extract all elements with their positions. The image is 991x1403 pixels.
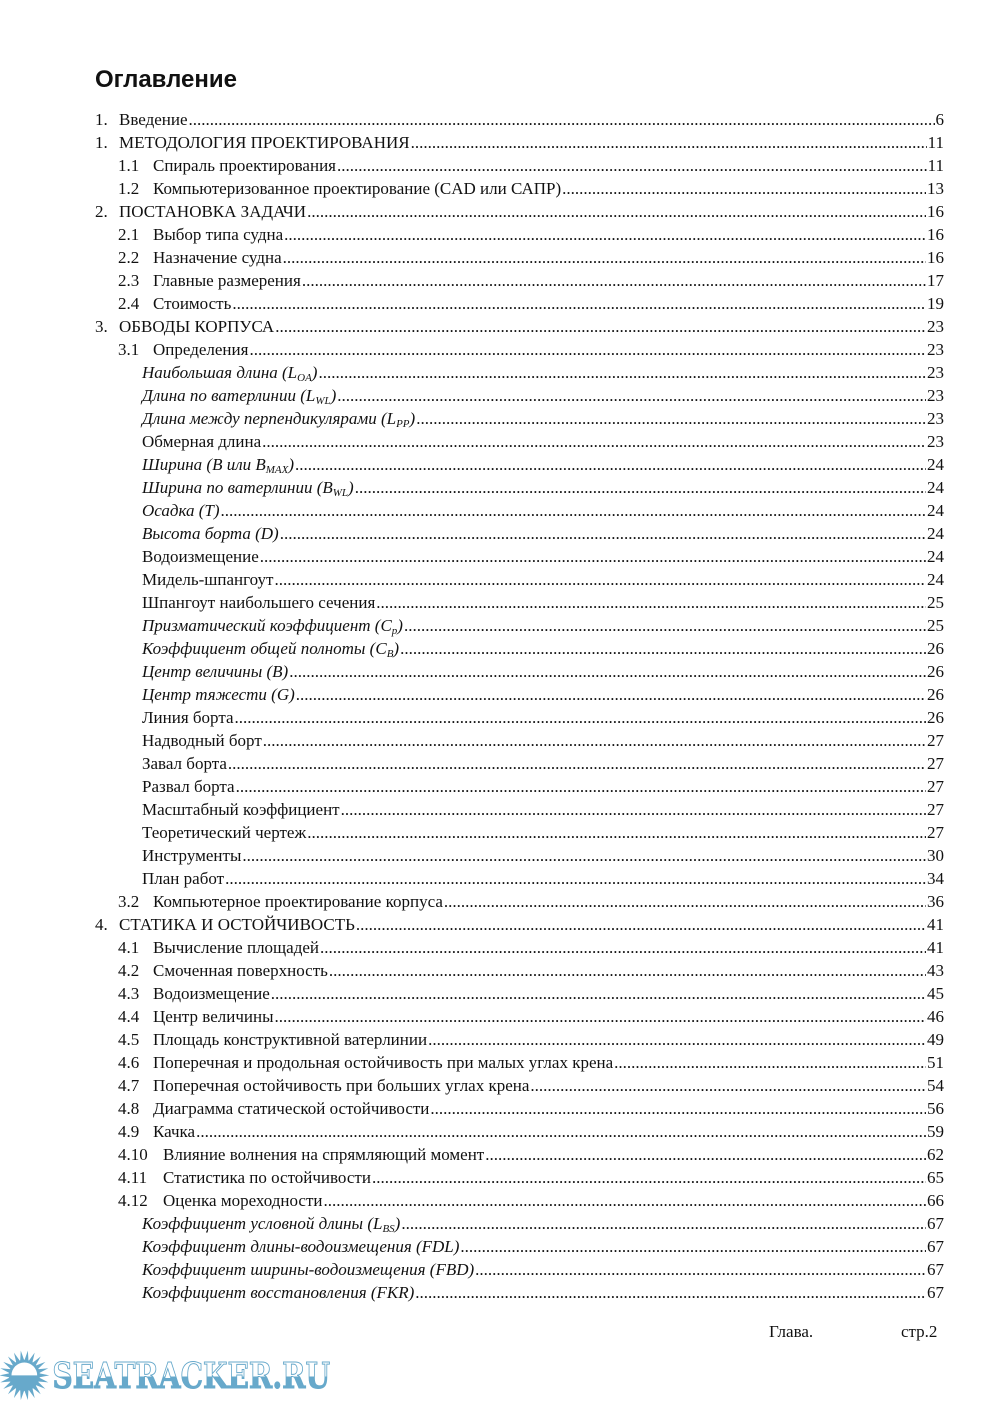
toc-entry-page: 13	[927, 179, 944, 198]
toc-entry-title: Шпангоут наибольшего сечения	[142, 593, 376, 612]
toc-entry-page: 27	[927, 777, 944, 796]
toc-entry-page: 36	[927, 892, 944, 911]
dot-leader	[263, 729, 926, 752]
toc-entry-title: ОБВОДЫ КОРПУСА	[119, 317, 275, 336]
toc-entry-page: 45	[927, 984, 944, 1003]
dot-leader	[271, 982, 926, 1005]
toc-entry[interactable]	[95, 1028, 944, 1051]
toc-entry-title: Ширина (B или $B_{MAX}$)	[142, 455, 295, 476]
dot-leader	[274, 568, 926, 591]
toc-entry-title: Введение	[119, 110, 188, 129]
toc-entry[interactable]	[95, 384, 944, 407]
toc-entry[interactable]	[95, 1005, 944, 1028]
toc-entry[interactable]	[95, 752, 944, 775]
toc-entry[interactable]	[95, 499, 944, 522]
toc-entry-title: МЕТОДОЛОГИЯ ПРОЕКТИРОВАНИЯ	[119, 133, 410, 152]
toc-entry-page: 34	[927, 869, 944, 888]
toc-entry-page: 25	[927, 616, 944, 635]
toc-entry-title: Центр тяжести (G)	[142, 685, 295, 704]
dot-leader	[416, 407, 926, 430]
toc-entry-page: 6	[935, 110, 944, 129]
toc-entry-title: Водоизмещение	[153, 984, 270, 1003]
toc-entry-page: 54	[927, 1076, 944, 1095]
toc-entry-number: 4.9	[118, 1122, 140, 1141]
toc-entry-page: 27	[927, 731, 944, 750]
toc-entry[interactable]	[95, 453, 944, 476]
toc-entry-title: Коэффициент ширины-водоизмещения (FBD)	[142, 1260, 475, 1279]
toc-entry-number: 4.12	[118, 1191, 148, 1210]
dot-leader	[262, 430, 926, 453]
toc-entry[interactable]	[95, 1074, 944, 1097]
toc-entry[interactable]	[95, 775, 944, 798]
toc-entry-title: Наибольшая длина $(L_{OA})$	[142, 363, 318, 384]
toc-entry[interactable]	[95, 890, 944, 913]
dot-leader	[430, 1097, 926, 1120]
toc-entry-page: 67	[927, 1237, 944, 1256]
toc-entry-title: План работ	[142, 869, 225, 888]
toc-entry[interactable]	[95, 614, 944, 637]
toc-entry-title: Диаграмма статической остойчивости	[153, 1099, 430, 1118]
dot-leader	[275, 1005, 926, 1028]
toc-entry[interactable]	[95, 200, 944, 223]
dot-leader	[189, 108, 935, 131]
toc-entry-number: 4.1	[118, 938, 140, 957]
watermark-logo	[0, 1350, 991, 1400]
toc-entry-number: 4.11	[118, 1168, 148, 1187]
dot-leader	[355, 476, 926, 499]
toc-entry[interactable]	[95, 936, 944, 959]
dot-leader	[236, 775, 926, 798]
toc-entry-page: 23	[927, 432, 944, 451]
dot-leader	[235, 706, 927, 729]
toc-entry-page: 24	[927, 524, 944, 543]
dot-leader	[444, 890, 926, 913]
toc-entry-title: Высота борта (D)	[142, 524, 279, 543]
toc-entry-page: 56	[927, 1099, 944, 1118]
toc-entry-page: 67	[927, 1214, 944, 1233]
toc-entry-page: 11	[927, 156, 944, 175]
toc-entry-title: Коэффициент длины-водоизмещения (FDL)	[142, 1237, 460, 1256]
toc-entry-title: Линия борта	[142, 708, 234, 727]
dot-leader	[356, 913, 926, 936]
dot-leader	[249, 338, 926, 361]
dot-leader	[320, 936, 926, 959]
dot-leader	[307, 200, 926, 223]
page-title: Оглавление	[95, 66, 237, 93]
toc-entry[interactable]	[95, 568, 944, 591]
dot-leader	[475, 1258, 926, 1281]
toc-entry-number: 4.7	[118, 1076, 140, 1095]
toc-entry-number: 2.1	[118, 225, 140, 244]
toc-entry-number: 4.6	[118, 1053, 140, 1072]
toc-entry-page: 24	[927, 455, 944, 474]
dot-leader	[372, 1166, 926, 1189]
dot-leader	[260, 545, 926, 568]
toc-entry[interactable]	[95, 1235, 944, 1258]
dot-leader	[401, 1212, 926, 1235]
toc-entry[interactable]	[95, 1051, 944, 1074]
toc-entry[interactable]	[95, 223, 944, 246]
toc-entry[interactable]	[95, 821, 944, 844]
footer-page-number: стр.2	[901, 1322, 938, 1341]
watermark-text: SEATRACKER.RU	[52, 1355, 331, 1397]
toc-entry-number: 1.1	[118, 156, 140, 175]
toc-entry-page: 17	[927, 271, 944, 290]
toc-entry[interactable]	[95, 683, 944, 706]
dot-leader	[283, 246, 926, 269]
toc-entry-page: 43	[927, 961, 944, 980]
toc-entry-page: 62	[927, 1145, 944, 1164]
toc-entry-title: Компьютерное проектирование корпуса	[153, 892, 443, 911]
toc-entry-page: 16	[927, 248, 944, 267]
toc-entry-title: Главные размерения	[153, 271, 301, 290]
toc-entry-title: Компьютеризованное проектирование (CAD или САПР)	[153, 179, 562, 198]
toc-entry-title: Площадь конструктивной ватерлинии	[153, 1030, 428, 1049]
toc-entry-page: 23	[927, 363, 944, 382]
toc-entry[interactable]	[95, 269, 944, 292]
toc-entry-title: Оценка мореходности	[163, 1191, 323, 1210]
toc-entry-page: 23	[927, 317, 944, 336]
toc-entry-page: 24	[927, 478, 944, 497]
toc-entry-title: Коэффициент общей полноты $(C_B)$	[142, 639, 400, 660]
dot-leader	[411, 131, 927, 154]
toc-entry-title: Центр величины	[153, 1007, 274, 1026]
dot-leader	[275, 315, 926, 338]
toc-entry-page: 16	[927, 202, 944, 221]
toc-entry-page: 30	[927, 846, 944, 865]
toc-entry[interactable]	[95, 108, 944, 131]
toc-entry[interactable]	[95, 1281, 944, 1304]
toc-entry-title: Стоимость	[153, 294, 232, 313]
toc-entry-page: 24	[927, 501, 944, 520]
toc-entry[interactable]	[95, 1120, 944, 1143]
toc-entry[interactable]	[95, 1143, 944, 1166]
toc-entry-number: 4.3	[118, 984, 140, 1003]
dot-leader	[428, 1028, 926, 1051]
toc-entry[interactable]	[95, 1166, 944, 1189]
toc-entry-number: 2.4	[118, 294, 140, 313]
toc-entry-number: 1.	[95, 110, 108, 129]
toc-entry[interactable]	[95, 660, 944, 683]
toc-entry-page: 67	[927, 1283, 944, 1302]
dot-leader	[614, 1051, 926, 1074]
dot-leader	[530, 1074, 926, 1097]
toc-entry-page: 51	[927, 1053, 944, 1072]
toc-entry[interactable]	[95, 246, 944, 269]
toc-entry-page: 19	[927, 294, 944, 313]
toc-entry[interactable]	[95, 522, 944, 545]
toc-entry-page: 59	[927, 1122, 944, 1141]
toc-entry-title: Центр величины (B)	[142, 662, 289, 681]
toc-entry-page: 11	[927, 133, 944, 152]
toc-entry-title: Влияние волнения на спрямляющий момент	[163, 1145, 485, 1164]
toc-entry-page: 26	[927, 685, 944, 704]
toc-entry-page: 67	[927, 1260, 944, 1279]
toc-entry-title: Надводный борт	[142, 731, 262, 750]
toc-entry-title: Завал борта	[142, 754, 227, 773]
toc-entry-title: Качка	[153, 1122, 196, 1141]
toc-entry-title: Осадка (T)	[142, 501, 220, 520]
sun-icon	[0, 1351, 49, 1400]
toc-entry-page: 41	[927, 915, 944, 934]
toc-entry-page: 49	[927, 1030, 944, 1049]
toc-entry-title: Поперечная и продольная остойчивость при малых углах крена	[153, 1053, 614, 1072]
toc-entry[interactable]	[95, 982, 944, 1005]
toc-entry-page: 41	[927, 938, 944, 957]
toc-entry-page: 26	[927, 708, 944, 727]
dot-leader	[485, 1143, 926, 1166]
toc-entry-title: ПОСТАНОВКА ЗАДАЧИ	[119, 202, 307, 221]
toc-entry[interactable]	[95, 430, 944, 453]
toc-entry[interactable]	[95, 844, 944, 867]
dot-leader	[221, 499, 926, 522]
toc-entry[interactable]	[95, 292, 944, 315]
table-of-contents	[95, 108, 944, 1304]
toc-entry-title: Поперечная остойчивость при больших углах крена	[153, 1076, 530, 1095]
toc-entry[interactable]	[95, 545, 944, 568]
toc-entry-title: Масштабный коэффициент	[142, 800, 340, 819]
toc-entry-page: 23	[927, 340, 944, 359]
toc-entry-title: Смоченная поверхность	[153, 961, 328, 980]
toc-entry[interactable]	[95, 867, 944, 890]
toc-entry-number: 4.5	[118, 1030, 140, 1049]
toc-entry-page: 25	[927, 593, 944, 612]
toc-entry[interactable]	[95, 1097, 944, 1120]
toc-entry-title: Длина по ватерлинии $(L_{WL})$	[142, 386, 337, 407]
toc-entry-title: Ширина по ватерлинии $(B_{WL})$	[142, 478, 354, 499]
toc-entry-title: Призматический коэффициент $(C_p)$	[142, 616, 403, 637]
toc-entry[interactable]	[95, 637, 944, 660]
toc-entry-title: Определения	[153, 340, 249, 359]
toc-entry-title: Мидель-шпангоут	[142, 570, 274, 589]
dot-leader	[376, 591, 926, 614]
toc-entry-number: 4.4	[118, 1007, 140, 1026]
dot-leader	[196, 1120, 926, 1143]
toc-entry[interactable]	[95, 407, 944, 430]
toc-entry-page: 26	[927, 662, 944, 681]
toc-entry-page: 24	[927, 547, 944, 566]
dot-leader	[302, 269, 926, 292]
toc-entry-page: 23	[927, 386, 944, 405]
toc-entry-title: Спираль проектирования	[153, 156, 336, 175]
dot-leader	[337, 154, 927, 177]
toc-entry-title: Длина между перпендикулярами $(L_{PP})$	[142, 409, 416, 430]
footer-chapter: Глава.	[769, 1322, 814, 1341]
dot-leader	[232, 292, 926, 315]
toc-entry-number: 3.	[95, 317, 108, 336]
toc-entry-title: Статистика по остойчивости	[163, 1168, 371, 1187]
toc-entry-title: Развал борта	[142, 777, 235, 796]
toc-entry-number: 4.10	[118, 1145, 148, 1164]
dot-leader	[415, 1281, 926, 1304]
toc-entry-page: 46	[927, 1007, 944, 1026]
toc-entry-page: 27	[927, 800, 944, 819]
toc-entry-title: Коэффициент восстановления (FKR)	[142, 1283, 415, 1302]
toc-entry[interactable]	[95, 729, 944, 752]
dot-leader	[307, 821, 926, 844]
dot-leader	[318, 361, 926, 384]
toc-entry-number: 3.1	[118, 340, 140, 359]
toc-entry-page: 16	[927, 225, 944, 244]
toc-entry-page: 24	[927, 570, 944, 589]
toc-entry-title: Инструменты	[142, 846, 242, 865]
toc-entry-number: 1.	[95, 133, 108, 152]
toc-entry-page: 27	[927, 823, 944, 842]
toc-entry-number: 3.2	[118, 892, 140, 911]
toc-entry[interactable]	[95, 798, 944, 821]
toc-entry-number: 2.2	[118, 248, 140, 267]
toc-entry[interactable]	[95, 1189, 944, 1212]
toc-entry-title: Обмерная длина	[142, 432, 262, 451]
toc-entry-title: Теоретический чертеж	[142, 823, 307, 842]
toc-entry[interactable]	[95, 177, 944, 200]
dot-leader	[404, 614, 926, 637]
toc-entry[interactable]	[95, 959, 944, 982]
dot-leader	[242, 844, 926, 867]
dot-leader	[225, 867, 926, 890]
toc-entry[interactable]	[95, 476, 944, 499]
toc-entry[interactable]	[95, 315, 944, 338]
dot-leader	[337, 384, 926, 407]
toc-entry-number: 4.8	[118, 1099, 140, 1118]
toc-entry-number: 2.	[95, 202, 108, 221]
toc-entry[interactable]	[95, 154, 944, 177]
toc-entry[interactable]	[95, 1258, 944, 1281]
dot-leader	[295, 453, 926, 476]
dot-leader	[280, 522, 926, 545]
toc-entry-page: 26	[927, 639, 944, 658]
dot-leader	[562, 177, 926, 200]
dot-leader	[289, 660, 926, 683]
dot-leader	[460, 1235, 926, 1258]
dot-leader	[329, 959, 926, 982]
toc-entry[interactable]	[95, 706, 944, 729]
dot-leader	[341, 798, 926, 821]
toc-entry-title: Выбор типа судна	[153, 225, 284, 244]
dot-leader	[400, 637, 926, 660]
toc-entry[interactable]	[95, 361, 944, 384]
toc-entry[interactable]	[95, 913, 944, 936]
toc-entry-number: 4.2	[118, 961, 140, 980]
toc-entry[interactable]	[95, 591, 944, 614]
dot-leader	[296, 683, 926, 706]
toc-entry-title: Водоизмещение	[142, 547, 259, 566]
toc-entry-page: 27	[927, 754, 944, 773]
toc-entry-title: СТАТИКА И ОСТОЙЧИВОСТЬ	[119, 915, 355, 934]
toc-entry-title: Вычисление площадей	[153, 938, 319, 957]
toc-entry-title: Коэффициент условной длины $(L_{BS})$	[142, 1214, 401, 1235]
toc-entry-page: 65	[927, 1168, 944, 1187]
toc-entry-number: 2.3	[118, 271, 140, 290]
toc-entry-number: 4.	[95, 915, 108, 934]
dot-leader	[324, 1189, 927, 1212]
dot-leader	[284, 223, 926, 246]
toc-entry-page: 23	[927, 409, 944, 428]
toc-entry[interactable]	[95, 338, 944, 361]
dot-leader	[228, 752, 926, 775]
toc-entry-number: 1.2	[118, 179, 140, 198]
toc-entry[interactable]	[95, 1212, 944, 1235]
toc-entry[interactable]	[95, 131, 944, 154]
toc-entry-title: Назначение судна	[153, 248, 282, 267]
toc-entry-page: 66	[927, 1191, 944, 1210]
